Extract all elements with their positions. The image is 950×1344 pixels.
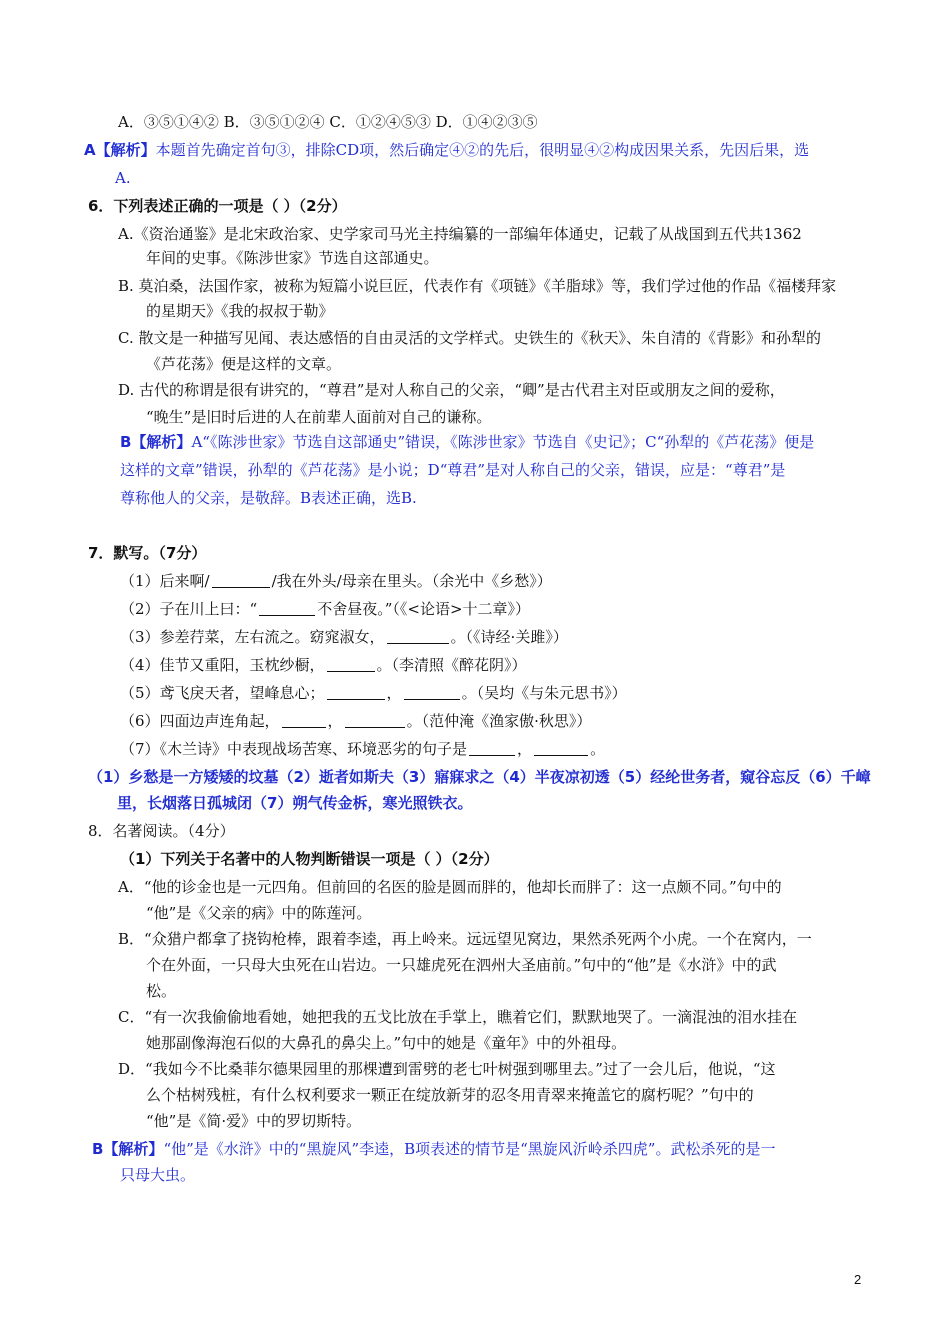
item-text: 。: [590, 740, 606, 758]
item-text: （5）鸢飞戾天者，望峰息心；: [120, 684, 325, 702]
answer-blank[interactable]: [345, 710, 405, 728]
q7-item-4: [120, 652, 527, 679]
analysis-text: “他”是《水浒》中的“黑旋风”李逵，B项表述的情节是“黑旋风沂岭杀四虎”。武松杀死的是一: [163, 1140, 776, 1158]
item-text: 。（范仲淹《渔家傲·秋思》）: [406, 712, 592, 730]
item-text: ，: [327, 712, 343, 730]
q6-option-d-cont: “晚生”是旧时后进的人在前辈人面前对自己的谦称。: [146, 408, 492, 426]
q8-analysis: [92, 1136, 775, 1163]
answer-blank[interactable]: [469, 738, 515, 756]
q5-options: A．③⑤①④② B．③⑤①②④ C．①②④⑤③ D．①④②③⑤: [118, 113, 538, 131]
answer-blank[interactable]: [327, 654, 375, 672]
q8-option-d-cont-1: 么个枯树残桩，有什么权利要求一颗正在绽放新芽的忍冬用青翠来掩盖它的腐朽呢？”句中的: [146, 1086, 754, 1104]
item-text: 。（吴均《与朱元思书》）: [461, 684, 627, 702]
item-text: ，: [517, 740, 533, 758]
q8-option-a: A．“他的诊金也是一元四角。但前回的名医的脸是圆而胖的，他却长而胖了：这一点颇不同。”句中的: [118, 878, 782, 896]
q8-option-b-cont-1: 个在外面，一只母大虫死在山岩边。一只雄虎死在泗州大圣庙前。”句中的“他”是《水浒》中的武: [146, 956, 777, 974]
q6-analysis-cont-1: 这样的文章”错误，孙犁的《芦花荡》是小说；D“尊君”是对人称自己的父亲，错误，应是：“尊君”是: [120, 461, 786, 479]
q6-analysis-cont-2: 尊称他人的父亲，是敬辞。B表述正确，选B.: [120, 489, 417, 507]
q7-item-7: [120, 736, 605, 763]
answer-blank[interactable]: [387, 626, 449, 644]
answer-key: B【解析】: [120, 433, 192, 451]
item-text: （3）参差荇菜，左右流之。窈窕淑女，: [120, 628, 385, 646]
item-text: 。（李清照《醉花阴》）: [376, 656, 527, 674]
q7-item-2: [120, 596, 530, 623]
q5-analysis-cont: A.: [115, 169, 131, 187]
q7-item-3: [120, 624, 568, 651]
item-text: （2）子在川上曰：“: [120, 600, 258, 618]
q6-option-b: B. 莫泊桑，法国作家，被称为短篇小说巨匠，代表作有《项链》《羊脂球》等，我们学过他的作品《福楼拜家: [118, 277, 837, 295]
answer-blank[interactable]: [282, 710, 326, 728]
q6-option-d: D. 古代的称谓是很有讲究的，“尊君”是对人称自己的父亲，“卿”是古代君主对臣或朋友之间的爱称，: [118, 381, 785, 399]
item-text: 。（《诗经·关雎》）: [450, 628, 568, 646]
q7-answer: （1）乡愁是一方矮矮的坟墓（2）逝者如斯夫（3）寤寐求之（4）半夜凉初透（5）经纶世务者，窥谷忘反（6）千嶂: [88, 768, 871, 786]
q7-item-5: [120, 680, 627, 707]
q8-option-c: C．“有一次我偷偷地看她，她把我的五戈比放在手掌上，瞧着它们，默默地哭了。一滴混浊的泪水挂在: [118, 1008, 798, 1026]
answer-blank[interactable]: [534, 738, 588, 756]
answer-key: B【解析】: [92, 1140, 164, 1158]
q8-option-d: D．“我如今不比桑菲尔德果园里的那棵遭到雷劈的老七叶树强到哪里去。”过了一会儿后，他说，“这: [118, 1060, 776, 1078]
q8-title: 8．名著阅读。（4分）: [88, 822, 235, 840]
answer-blank[interactable]: [327, 682, 385, 700]
item-text: （1）后来啊/: [120, 572, 210, 590]
item-text: （6）四面边声连角起，: [120, 712, 280, 730]
q6-option-c: C. 散文是一种描写见闻、表达感悟的自由灵活的文学样式。史铁生的《秋天》、朱自清的《背影》和孙犁的: [118, 329, 821, 347]
item-text: （4）佳节又重阳，玉枕纱橱，: [120, 656, 325, 674]
q7-item-1: [120, 568, 552, 595]
item-text: /我在外头/母亲在里头。（余光中《乡愁》）: [271, 572, 552, 590]
q6-title: 6．下列表述正确的一项是（ ）（2分）: [88, 197, 347, 215]
q6-option-a-cont: 年间的史事。《陈涉世家》节选自这部通史。: [146, 249, 439, 267]
answer-key: A【解析】: [84, 141, 156, 159]
q5-analysis: [84, 137, 809, 164]
q7-title: 7．默写。（7分）: [88, 544, 207, 562]
q8-sub-question-1: （1）下列关于名著中的人物判断错误一项是（ ）（2分）: [120, 850, 499, 868]
item-text: ，: [386, 684, 402, 702]
answer-blank[interactable]: [212, 570, 270, 588]
q7-answer-cont: 里，长烟落日孤城闭（7）朔气传金柝，寒光照铁衣。: [117, 794, 473, 812]
q7-item-6: [120, 708, 591, 735]
q6-option-c-cont: 《芦花荡》便是这样的文章。: [146, 355, 342, 373]
q8-option-d-cont-2: “他”是《简·爱》中的罗切斯特。: [146, 1112, 362, 1130]
analysis-text: 本题首先确定首句③，排除CD项，然后确定④②的先后，很明显④②构成因果关系，先因后果，选: [155, 141, 810, 159]
q8-option-b: B．“众猎户都拿了挠钩枪棒，跟着李逵，再上岭来。远远望见窝边，果然杀死两个小虎。一个在窝内，一: [118, 930, 812, 948]
item-text: 不舍昼夜。”（《<论语>十二章》）: [317, 600, 531, 618]
q6-option-b-cont: 的星期天》《我的叔叔于勒》: [146, 302, 334, 320]
q8-option-c-cont: 她那副像海泡石似的大鼻孔的鼻尖上。”句中的她是《童年》中的外祖母。: [146, 1034, 627, 1052]
answer-blank[interactable]: [404, 682, 460, 700]
answer-blank[interactable]: [259, 598, 315, 616]
q6-analysis: [120, 429, 814, 456]
q8-analysis-cont: 只母大虫。: [120, 1166, 196, 1184]
q8-option-b-cont-2: 松。: [146, 982, 177, 1000]
analysis-text: A“《陈涉世家》节选自这部通史”错误，《陈涉世家》节选自《史记》；C“孙犁的《芦花荡》便是: [191, 433, 815, 451]
q8-option-a-cont: “他”是《父亲的病》中的陈莲河。: [146, 904, 372, 922]
item-text: （7）《木兰诗》中表现战场苦寒、环境恶劣的句子是: [120, 740, 468, 758]
page-number: 2: [854, 1272, 862, 1287]
q6-option-a: A.《资治通鉴》是北宋政治家、史学家司马光主持编纂的一部编年体通史，记载了从战国到五代共1362: [118, 225, 802, 243]
